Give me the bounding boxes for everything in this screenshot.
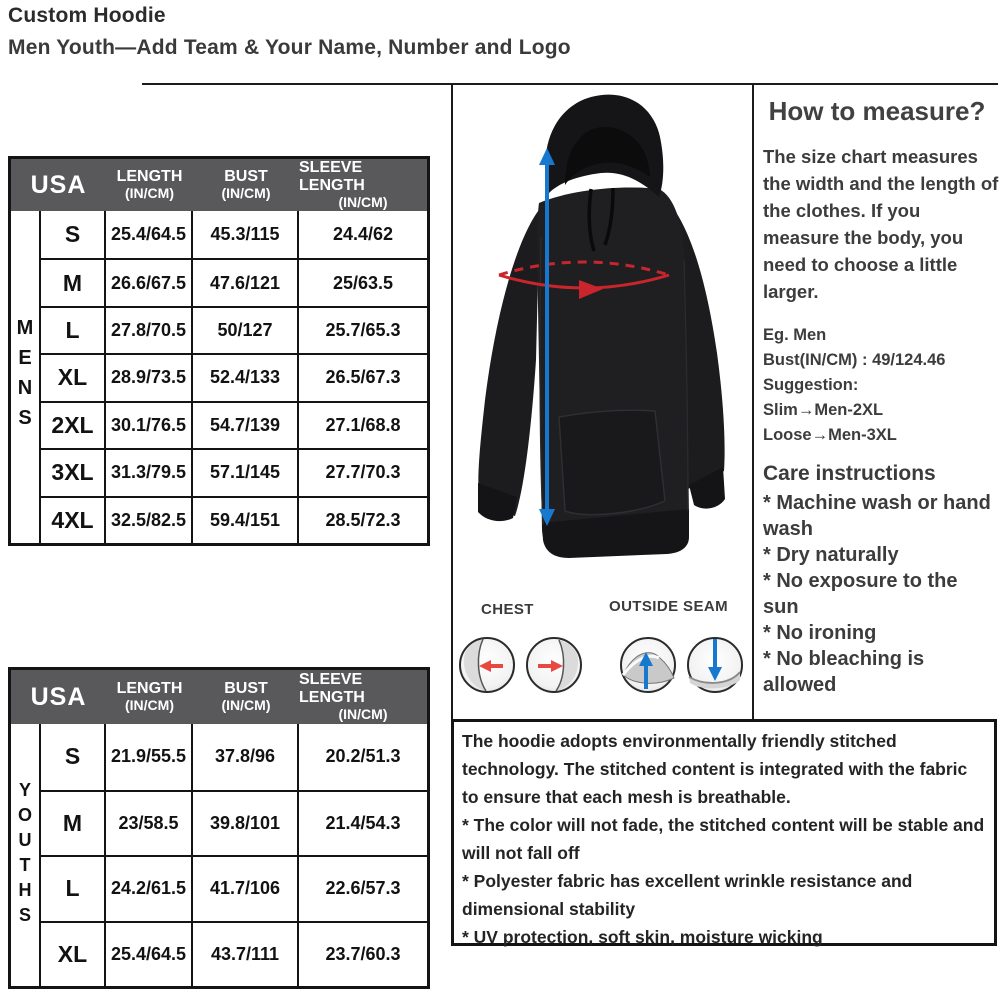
how-to-measure-heading: How to measure? xyxy=(768,96,986,126)
bust-cell: 54.7/139 xyxy=(193,401,299,448)
size-cell: 4XL xyxy=(41,496,106,543)
header-label: LENGTH xyxy=(116,680,183,698)
bust-cell: 52.4/133 xyxy=(193,353,299,400)
bust-cell: 59.4/151 xyxy=(193,496,299,543)
page-title: Custom Hoodie xyxy=(8,4,166,27)
example-line: Eg. Men xyxy=(763,326,827,344)
youths-header-usa: USA xyxy=(11,670,106,724)
chest-label: CHEST xyxy=(481,601,534,618)
sleeve-cell: 22.6/57.3 xyxy=(299,855,427,921)
size-cell: M xyxy=(41,258,106,305)
mens-header-length xyxy=(106,159,193,211)
size-cell: L xyxy=(41,855,106,921)
sleeve-cell: 25.7/65.3 xyxy=(299,306,427,353)
size-cell: S xyxy=(41,211,106,258)
header-unit: (IN/CM) xyxy=(338,194,388,211)
size-cell: XL xyxy=(41,353,106,400)
product-description-box xyxy=(451,719,997,946)
youths-header-bust xyxy=(193,670,299,724)
bust-cell: 43.7/111 xyxy=(193,921,299,987)
mens-header-bust xyxy=(193,159,299,211)
header-label: BUST xyxy=(224,680,268,698)
bust-cell: 50/127 xyxy=(193,306,299,353)
seam-arrow-up-icon xyxy=(621,638,675,692)
right-divider-line xyxy=(752,83,754,720)
size-cell: 2XL xyxy=(41,401,106,448)
vertical-text: MENS xyxy=(14,316,36,437)
header-unit: (IN/CM) xyxy=(221,697,271,714)
example-line: Suggestion: xyxy=(763,376,859,394)
length-cell: 32.5/82.5 xyxy=(106,496,193,543)
bust-cell: 41.7/106 xyxy=(193,855,299,921)
youths-header-sleeve xyxy=(299,670,427,724)
header-unit: (IN/CM) xyxy=(338,706,388,723)
sizing-example xyxy=(763,323,999,448)
description-line: * Polyester fabric has excellent wrinkle resistance and dimensional stability xyxy=(462,871,913,919)
description-line: The hoodie adopts environmentally friendly stitched technology. The stitched content is integrated with the fabric to ensure that each mesh is breathable. xyxy=(462,731,968,807)
size-cell: 3XL xyxy=(41,448,106,495)
mens-size-table xyxy=(8,156,430,546)
care-item: * No bleaching is allowed xyxy=(763,648,925,696)
example-line: Loose→Men-3XL xyxy=(763,426,897,444)
sleeve-cell: 25/63.5 xyxy=(299,258,427,305)
header-label: BUST xyxy=(224,168,268,186)
care-item: * Dry naturally xyxy=(763,544,899,566)
size-cell: XL xyxy=(41,921,106,987)
bust-cell: 57.1/145 xyxy=(193,448,299,495)
mens-header-usa: USA xyxy=(11,159,106,211)
bust-cell: 45.3/115 xyxy=(193,211,299,258)
example-line: Slim→Men-2XL xyxy=(763,401,884,419)
sleeve-cell: 24.4/62 xyxy=(332,224,394,245)
length-cell: 31.3/79.5 xyxy=(106,448,193,495)
size-cell: S xyxy=(41,724,106,790)
seam-arrow-down-icon xyxy=(688,638,742,692)
chest-arrow-right-icon xyxy=(527,638,581,692)
length-cell: 24.2/61.5 xyxy=(106,855,193,921)
care-item: * Machine wash or hand wash xyxy=(763,492,991,540)
sleeve-cell: 28.5/72.3 xyxy=(299,496,427,543)
care-item: * No exposure to the sun xyxy=(763,570,958,618)
header-unit: (IN/CM) xyxy=(221,185,271,202)
chest-arrow-left-icon xyxy=(460,638,514,692)
size-cell: M xyxy=(41,790,106,856)
header-label: SLEEVE LENGTH xyxy=(299,671,365,707)
care-instructions-list xyxy=(763,490,991,698)
bust-cell: 47.6/121 xyxy=(193,258,299,305)
header-label: LENGTH xyxy=(116,168,183,186)
youths-size-table xyxy=(8,667,430,989)
mens-group-label xyxy=(11,211,41,543)
hoodie-illustration xyxy=(453,85,752,585)
sleeve-cell: 27.1/68.8 xyxy=(299,401,427,448)
youths-header-length xyxy=(106,670,193,724)
length-cell: 26.6/67.5 xyxy=(106,258,193,305)
mens-header-sleeve xyxy=(299,159,427,211)
description-line: * The color will not fade, the stitched content will be stable and will not fall off xyxy=(462,815,985,863)
header-unit: (IN/CM) xyxy=(125,697,174,714)
length-cell: 21.9/55.5 xyxy=(106,724,193,790)
header-unit: (IN/CM) xyxy=(125,185,174,202)
vertical-text: YOUTHS xyxy=(15,780,35,930)
care-instructions-heading: Care instructions xyxy=(763,462,936,485)
header-label: SLEEVE LENGTH xyxy=(299,159,365,195)
description-line: * UV protection, soft skin, moisture wicking xyxy=(462,927,823,947)
length-cell: 30.1/76.5 xyxy=(106,401,193,448)
example-line: Bust(IN/CM) : 49/124.46 xyxy=(763,351,946,369)
sleeve-cell: 20.2/51.3 xyxy=(325,746,401,767)
care-item: * No ironing xyxy=(763,622,877,644)
sleeve-cell: 21.4/54.3 xyxy=(299,790,427,856)
sleeve-cell: 23.7/60.3 xyxy=(299,921,427,987)
hoodie-product-image xyxy=(453,85,752,585)
bust-cell: 39.8/101 xyxy=(193,790,299,856)
sleeve-cell: 27.7/70.3 xyxy=(299,448,427,495)
youths-group-label xyxy=(11,724,41,986)
length-cell: 25.4/64.5 xyxy=(106,921,193,987)
length-cell: 27.8/70.5 xyxy=(106,306,193,353)
sleeve-cell: 26.5/67.3 xyxy=(299,353,427,400)
how-to-measure-body: The size chart measures the width and the length of the clothes. If you measure the body, you need to choose a little larger. xyxy=(763,146,999,302)
measure-icons-panel xyxy=(453,585,752,719)
size-cell: L xyxy=(41,306,106,353)
length-cell: 28.9/73.5 xyxy=(106,353,193,400)
bust-cell: 37.8/96 xyxy=(193,724,299,790)
instructions-column xyxy=(763,96,999,698)
length-cell: 23/58.5 xyxy=(106,790,193,856)
outside-seam-label: OUTSIDE SEAM xyxy=(609,598,728,615)
page-subtitle: Men Youth—Add Team & Your Name, Number and Logo xyxy=(8,36,571,59)
length-cell: 25.4/64.5 xyxy=(106,211,193,258)
